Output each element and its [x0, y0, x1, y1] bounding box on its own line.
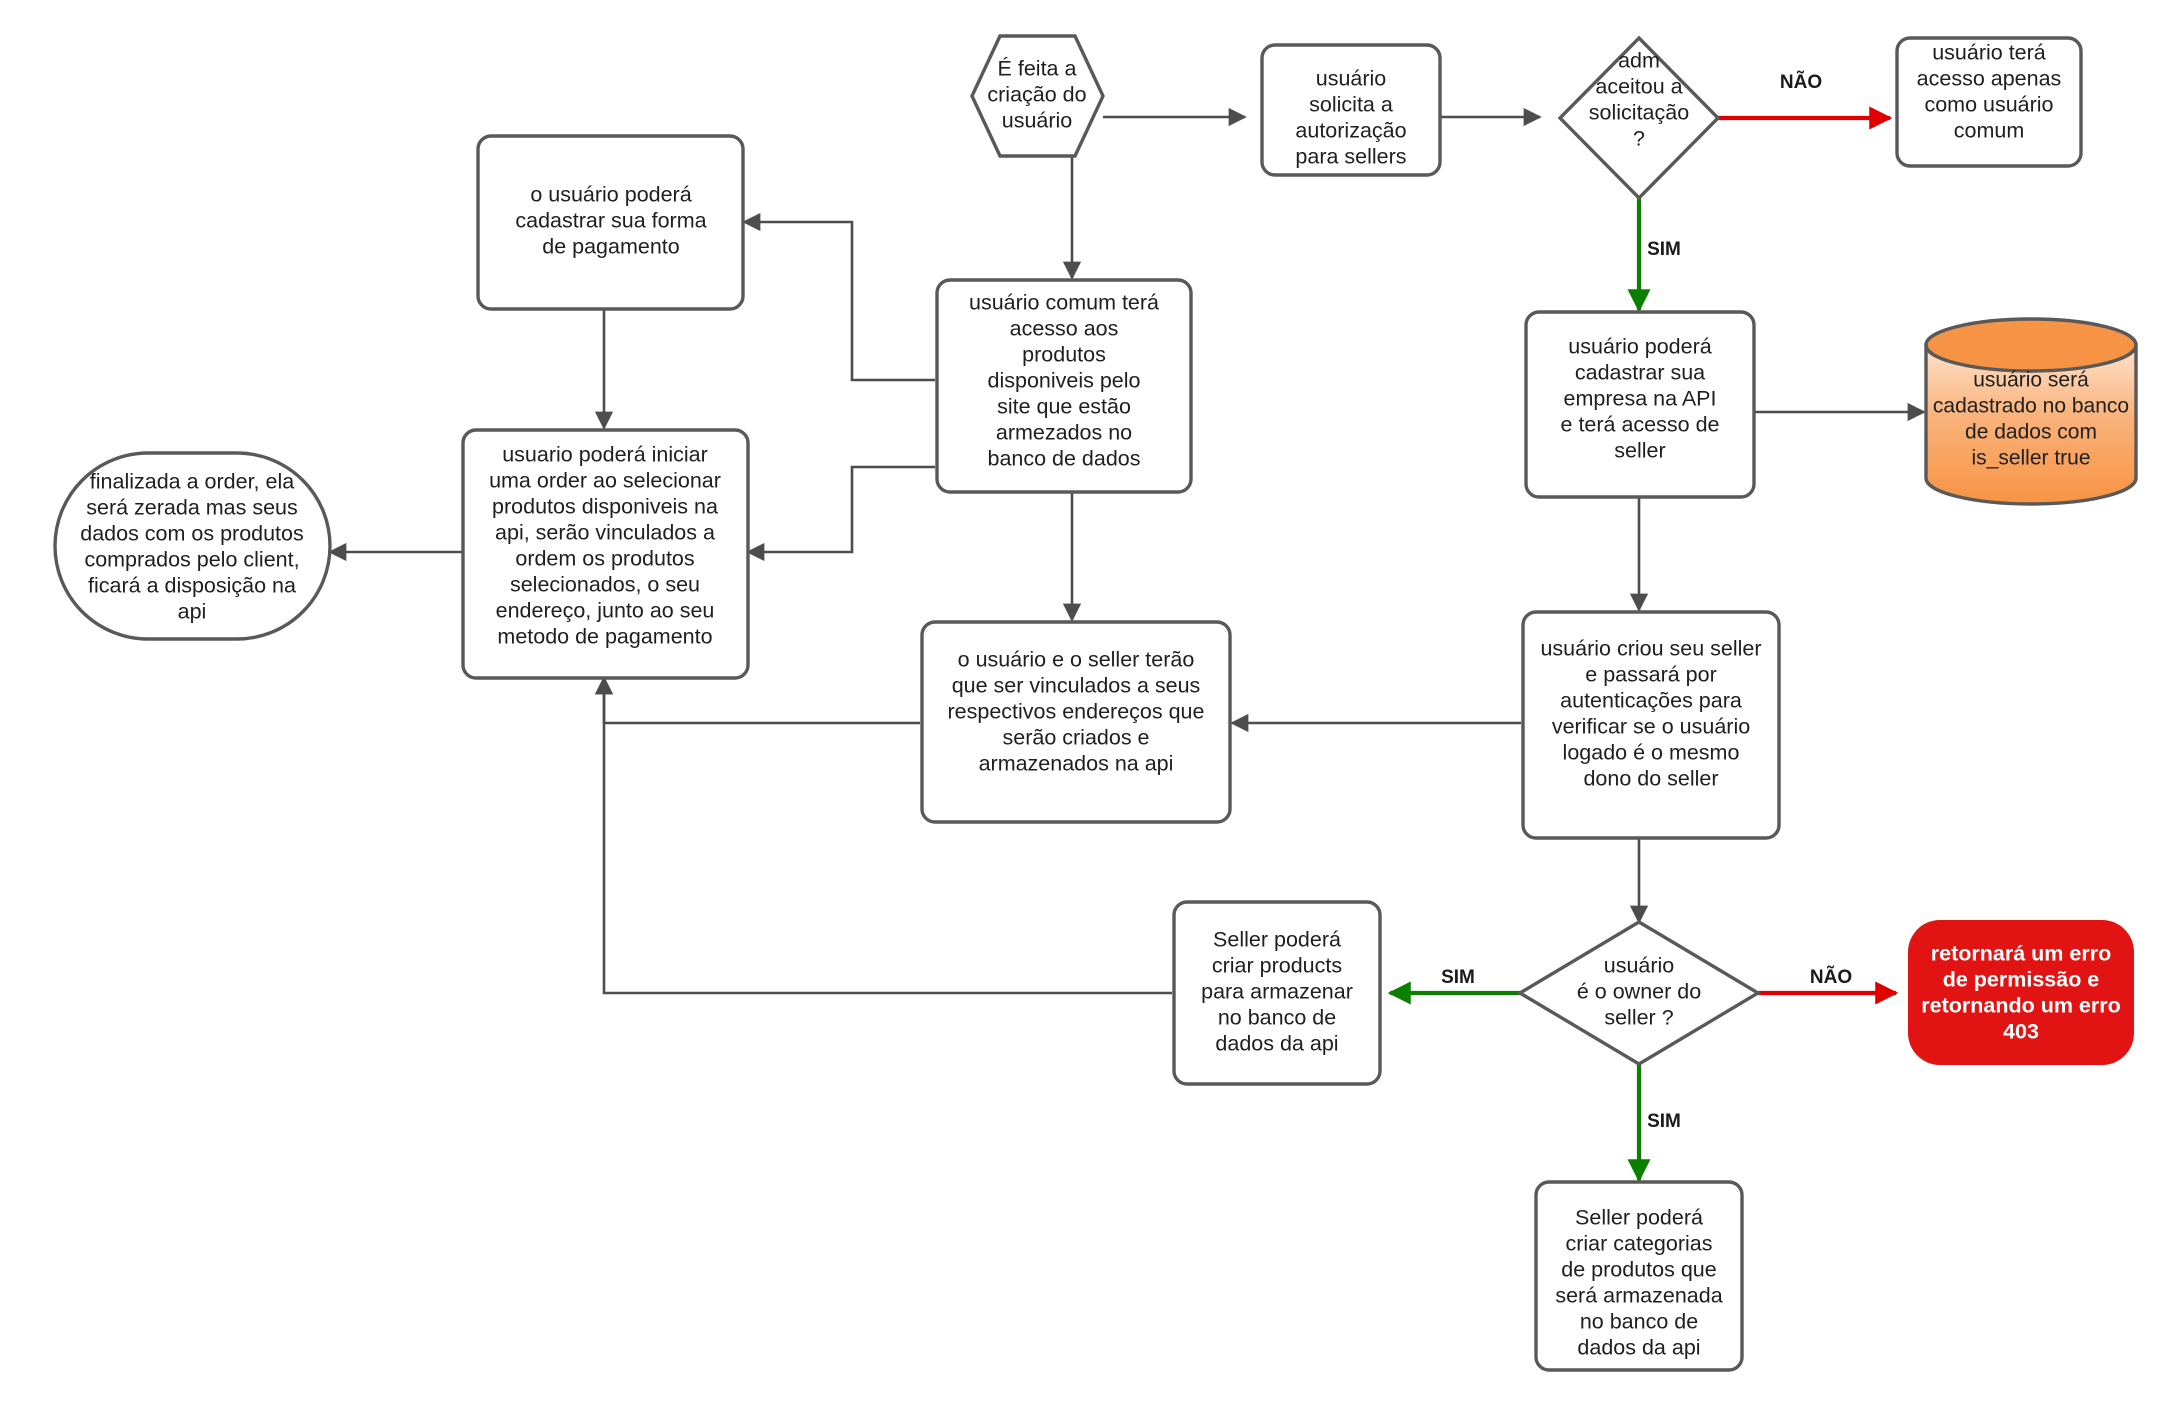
node-text-line: selecionados, o seu	[509, 572, 701, 597]
node-text-line: de produtos que	[1561, 1257, 1717, 1282]
node-text-line: cadastrar sua forma	[515, 208, 707, 233]
node-text-line: seller	[1614, 438, 1666, 463]
node-text-line: armezados no	[995, 420, 1133, 445]
node-request-seller-auth[interactable]	[1262, 45, 1440, 175]
node-finalized-order[interactable]	[55, 453, 330, 639]
node-start-order[interactable]	[463, 430, 748, 678]
node-text-line: criar categorias	[1565, 1231, 1713, 1256]
node-is-owner-decision[interactable]	[1520, 922, 1758, 1064]
edge-common-products-to-start-order	[748, 467, 935, 552]
node-text-line: o usuário poderá	[530, 182, 692, 207]
node-text-line: produtos disponiveis na	[492, 494, 718, 519]
node-seller-create-products[interactable]	[1174, 902, 1380, 1084]
node-database-is-seller-true[interactable]	[1926, 319, 2136, 504]
node-text-line: retornará um erro	[1930, 941, 2112, 966]
node-register-payment-method[interactable]	[478, 136, 743, 309]
node-text-line: será armazenada	[1555, 1283, 1723, 1308]
node-text-line: solicitação	[1588, 100, 1690, 125]
node-text-line: api	[177, 599, 207, 624]
node-link-addresses[interactable]	[922, 622, 1230, 822]
node-text-line: acesso apenas	[1916, 66, 2062, 91]
node-text-line: 403	[2003, 1019, 2039, 1044]
edge-label-owner-no: NÃO	[1809, 967, 1853, 989]
node-text-line: dono do seller	[1583, 766, 1719, 791]
node-text-line: usuário será	[1973, 368, 2089, 392]
node-seller-create-categories[interactable]	[1536, 1182, 1742, 1370]
node-text-line: endereço, junto ao seu	[495, 598, 715, 623]
node-text-line: o usuário e o seller terão	[957, 647, 1195, 672]
node-common-user-products[interactable]	[937, 280, 1191, 492]
node-text-line: site que estão	[997, 394, 1131, 419]
edge-link-addresses-to-start-order	[604, 678, 920, 723]
node-text-line: aceitou a	[1595, 74, 1683, 99]
node-text-line: usuário	[1315, 66, 1387, 91]
node-text-line: será zerada mas seus	[86, 495, 298, 520]
node-text-line: para armazenar	[1201, 979, 1353, 1004]
node-text-line: cadastrar sua	[1574, 360, 1706, 385]
node-text-line: produtos	[1022, 342, 1106, 367]
node-text-line: verificar se o usuário	[1551, 714, 1751, 739]
node-text-line: autorização	[1295, 118, 1407, 143]
node-text-line: empresa na API	[1563, 386, 1717, 411]
cylinder-top	[1926, 319, 2136, 371]
node-text-line: dados da api	[1577, 1335, 1701, 1360]
node-text-line: ficará a disposição na	[88, 573, 296, 598]
node-text-line: comprados pelo client,	[84, 547, 300, 572]
edge-label-adm-yes: SIM	[1647, 239, 1681, 261]
node-text-line: usuário comum terá	[969, 290, 1159, 315]
edge-label-owner-yes-left: SIM	[1441, 967, 1475, 989]
node-text-line: como usuário	[1924, 92, 2054, 117]
node-text-line: de pagamento	[542, 234, 680, 259]
node-text-line: Seller poderá	[1575, 1205, 1703, 1230]
node-text-line: armazenados na api	[978, 751, 1174, 776]
node-text-line: no banco de	[1579, 1309, 1699, 1334]
node-text-line: usuário	[1001, 108, 1073, 133]
node-text-line: usuário criou seu seller	[1540, 636, 1762, 661]
node-adm-accepted-decision[interactable]	[1560, 38, 1718, 198]
node-text-line: metodo de pagamento	[497, 624, 713, 649]
node-text-line: seller ?	[1604, 1005, 1674, 1030]
node-text-line: no banco de	[1217, 1005, 1337, 1030]
node-text-line: uma order ao selecionar	[489, 468, 721, 493]
node-text-line: usuario poderá iniciar	[502, 442, 708, 467]
node-text-line: de permissão e	[1942, 967, 2100, 992]
node-text-line: Seller poderá	[1213, 927, 1341, 952]
node-text-line: criar products	[1211, 953, 1343, 978]
node-text-line: é o owner do	[1576, 979, 1702, 1004]
node-text-line: is_seller true	[1971, 446, 2091, 470]
node-text-line: para sellers	[1295, 144, 1407, 169]
node-text-line: dados da api	[1215, 1031, 1339, 1056]
node-text-line: banco de dados	[987, 446, 1141, 471]
node-permission-error-403[interactable]	[1908, 920, 2134, 1065]
node-text-line: ordem os produtos	[515, 546, 695, 571]
edge-label-adm-no: NÃO	[1779, 72, 1823, 94]
node-text-line: e terá acesso de	[1560, 412, 1720, 437]
node-text-line: adm	[1618, 48, 1660, 73]
node-text-line: comum	[1953, 118, 2025, 143]
node-text-line: retornando um erro	[1921, 993, 2121, 1018]
node-text-line: usuário poderá	[1568, 334, 1712, 359]
node-text-line: finalizada a order, ela	[89, 469, 295, 494]
edge-common-products-to-payment	[744, 222, 935, 380]
node-text-line: autenticações para	[1560, 688, 1742, 713]
node-text-line: solicita a	[1309, 92, 1393, 117]
node-seller-created-auth[interactable]	[1523, 612, 1779, 838]
node-register-company-api[interactable]	[1526, 312, 1754, 497]
nodes-layer	[55, 36, 2136, 1370]
node-text-line: que ser vinculados a seus	[951, 673, 1201, 698]
edge-label-owner-yes-down: SIM	[1647, 1111, 1681, 1133]
node-text-line: disponiveis pelo	[987, 368, 1141, 393]
node-text-line: usuário	[1603, 953, 1675, 978]
node-text-line: ?	[1633, 126, 1645, 151]
node-text-line: serão criados e	[1002, 725, 1150, 750]
node-text-line: dados com os produtos	[80, 521, 304, 546]
node-text-line: cadastrado no banco	[1932, 394, 2130, 418]
node-text-line: de dados com	[1965, 420, 2097, 444]
node-start-user-creation[interactable]	[972, 36, 1103, 156]
node-text-line: usuário terá	[1932, 40, 2046, 65]
node-text-line: criação do	[987, 82, 1087, 107]
node-common-user-only[interactable]	[1897, 38, 2081, 166]
node-text-line: api, serão vinculados a	[495, 520, 715, 545]
node-text-line: acesso aos	[1009, 316, 1119, 341]
node-text-line: logado é o mesmo	[1562, 740, 1740, 765]
node-text-line: respectivos endereços que	[947, 699, 1205, 724]
node-text-line: e passará por	[1585, 662, 1717, 687]
node-text-line: É feita a	[997, 56, 1077, 81]
